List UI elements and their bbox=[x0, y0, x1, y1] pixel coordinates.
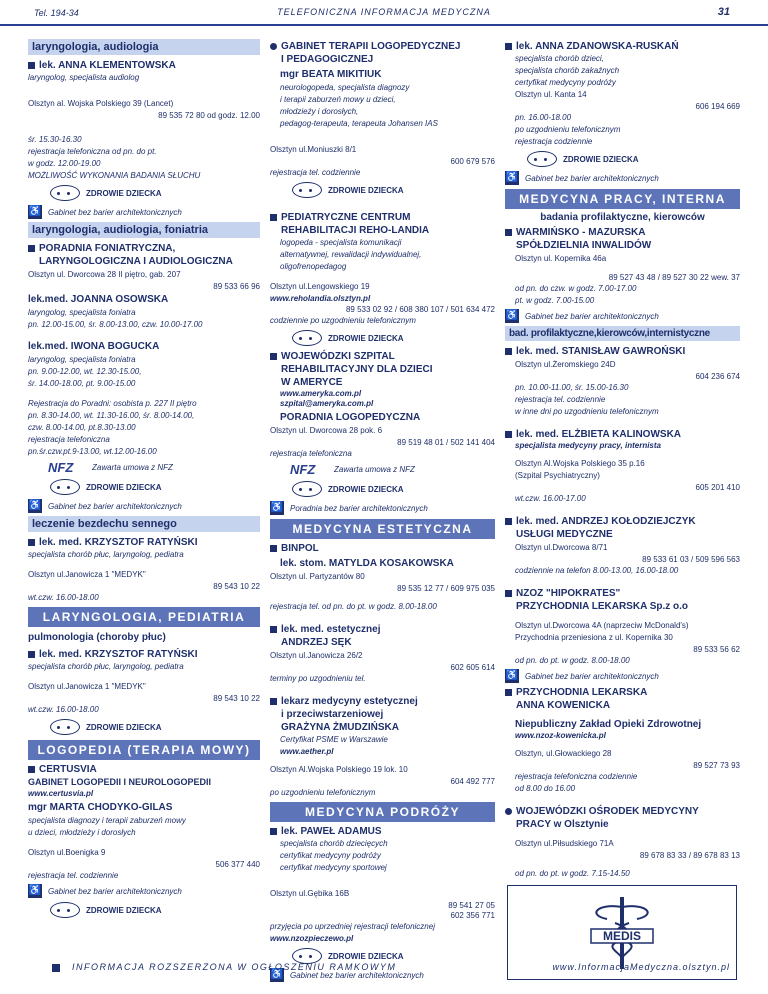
zdrowie-dziecka-badge: ZDROWIE DZIECKA bbox=[292, 329, 495, 347]
listing-phone: 606 194 669 bbox=[695, 102, 740, 111]
registration-info: po uzgodnieniu telefonicznym bbox=[270, 788, 376, 797]
listing-name: GABINET TERAPII LOGOPEDYCZNEJ I PEDAGOGICZNEJ bbox=[270, 40, 495, 66]
listing bbox=[505, 428, 740, 504]
registration-info: w inne dni po uzgodnieniu telefonicznym bbox=[515, 407, 659, 416]
category-title: MEDYCYNA ESTETYCZNA bbox=[270, 519, 495, 539]
doctor-name: lek.med. IWONA BOGUCKA bbox=[28, 341, 160, 352]
listing-address: Olsztyn ul.Żeromskiego 24D bbox=[515, 360, 616, 369]
page-number: 31 bbox=[717, 6, 730, 18]
listing-address: Olsztyn ul. Dworcowa 28 pok. 6 bbox=[270, 426, 383, 435]
listing-website[interactable]: www.ameryka.com.pl bbox=[280, 389, 362, 398]
listing-note: MOŻLIWOŚĆ WYKONANIA BADANIA SŁUCHU bbox=[28, 171, 201, 180]
listing-address: Olsztyn ul.Dworcowa 4A (naprzeciw McDonald's) bbox=[515, 621, 689, 630]
registration-info: od 8.00 do 16.00 bbox=[515, 784, 576, 793]
listing bbox=[505, 587, 740, 683]
listing-subname: Niepubliczny Zakład Opieki Zdrowotnej bbox=[515, 719, 702, 730]
registration-info: codziennie po uzgodnieniu telefonicznym bbox=[270, 316, 416, 325]
nfz-logo-icon: NFZ bbox=[48, 460, 74, 475]
listing-website[interactable]: www.certusvia.pl bbox=[28, 789, 94, 798]
listing-phone: 89 535 72 80 od godz. 12.00 bbox=[158, 111, 260, 120]
section-title: badania profilaktyczne, kierowców bbox=[540, 212, 705, 223]
footer-note: INFORMACJA ROZSZERZONA W OGŁOSZENIU RAMKOWYM bbox=[72, 962, 397, 972]
listing-website[interactable]: www.reholandia.olsztyn.pl bbox=[270, 294, 371, 303]
registration-info: rejestracja tel. codziennie bbox=[28, 871, 119, 880]
listing-name: BINPOL bbox=[270, 542, 495, 555]
child-face-icon bbox=[50, 479, 80, 495]
listing bbox=[270, 695, 495, 798]
listing-spec: certyfikat medycyny podróży bbox=[515, 78, 616, 87]
zdrowie-dziecka-badge: ZDROWIE DZIECKA bbox=[527, 150, 740, 168]
listing-hours: pn. 12.00-15.00, śr. 8.00-13.00, czw. 10.00-17.00 bbox=[28, 320, 203, 329]
listing bbox=[28, 536, 260, 603]
listing-name: lek. med. KRZYSZTOF RATYŃSKI bbox=[28, 648, 260, 661]
bullet-icon bbox=[505, 348, 512, 355]
listing-phone: 89 533 02 92 / 608 380 107 / 501 634 472 bbox=[345, 305, 495, 314]
listing-hours: po uzgodnieniu telefonicznym bbox=[515, 125, 621, 134]
listing-address: Olsztyn ul.Janowicza 1 "MEDYK" bbox=[28, 682, 146, 691]
listing-phone: 89 533 66 96 bbox=[213, 282, 260, 291]
accessible-badge: ♿ Poradnia bez barier architektonicznych bbox=[270, 502, 428, 513]
section-title: bad. profilaktyczne,kierowców,internistyczne bbox=[505, 326, 740, 341]
listing-name: NZOZ "HIPOKRATES" PRZYCHODNIA LEKARSKA Sp.z o.o bbox=[505, 587, 740, 613]
nfz-logo-icon: NFZ bbox=[290, 462, 316, 477]
listing bbox=[270, 40, 495, 199]
bullet-icon bbox=[505, 431, 512, 438]
wheelchair-icon: ♿ bbox=[505, 310, 519, 321]
bullet-icon bbox=[505, 518, 512, 525]
section-title: laryngologia, audiologia, foniatria bbox=[28, 222, 260, 238]
bullet-icon bbox=[505, 590, 512, 597]
listing-name: PEDIATRYCZNE CENTRUM REHABILITACJI REHO-LANDIA bbox=[270, 211, 495, 237]
listing-spec: i terapii zaburzeń mowy u dzieci, bbox=[280, 95, 396, 104]
page-footer bbox=[0, 958, 768, 980]
listing-hours: pt. w godz. 7.00-15.00 bbox=[515, 296, 595, 305]
registration-info: Rejestracja do Poradni: osobista p. 227 II piętro bbox=[28, 399, 197, 408]
accessible-badge: ♿ Gabinet bez barier architektonicznych bbox=[505, 172, 659, 183]
registration-info: pn. 8.30-14.00, wt. 11.30-16.00, śr. 8.00-14.00, bbox=[28, 411, 195, 420]
bullet-icon bbox=[28, 245, 35, 252]
listing-phone: 89 541 27 05 bbox=[448, 901, 495, 910]
bullet-icon bbox=[28, 651, 35, 658]
listing-phone: 89 527 73 93 bbox=[693, 761, 740, 770]
listing-spec: logopeda - specjalista komunikacji bbox=[280, 238, 402, 247]
listing-hours: pn. 10.00-11.00, śr. 15.00-16.30 bbox=[515, 383, 629, 392]
zdrowie-dziecka-badge: ZDROWIE DZIECKA bbox=[50, 184, 260, 202]
listing-phone: 602 605 614 bbox=[450, 663, 495, 672]
wheelchair-icon: ♿ bbox=[505, 172, 519, 183]
clinic-name: PORADNIA LOGOPEDYCZNA bbox=[280, 412, 421, 423]
listing-hours: wt.czw. 16.00-18.00 bbox=[28, 705, 99, 714]
listing-address: Olsztyn ul. Kanta 14 bbox=[515, 90, 587, 99]
listing-spec: specjalista chorób zakaźnych bbox=[515, 66, 620, 75]
listing-address: Olsztyn ul.Lengowskiego 19 bbox=[270, 282, 370, 291]
doctor-name: mgr BEATA MIKITIUK bbox=[280, 69, 382, 80]
listing-spec: specjalista chorób płuc, laryngolog, pediatra bbox=[28, 550, 184, 559]
wheelchair-icon: ♿ bbox=[28, 206, 42, 217]
registration-info: rejestracja tel. codziennie bbox=[270, 168, 361, 177]
child-face-icon bbox=[50, 719, 80, 735]
listing-address: Olsztyn ul. Partyzantów 80 bbox=[270, 572, 365, 581]
nfz-badge: NFZ Zawarta umowa z NFZ bbox=[48, 460, 173, 475]
bullet-icon bbox=[505, 43, 512, 50]
listing-name: lek. med. KRZYSZTOF RATYŃSKI bbox=[28, 536, 260, 549]
listing-website[interactable]: www.nzozpieczewo.pl bbox=[270, 934, 354, 943]
listing-hours: codziennie na telefon 8.00-13.00, 16.00-18.00 bbox=[515, 566, 679, 575]
listing-hours: od pn. do pt. w godz. 8.00-18.00 bbox=[515, 656, 630, 665]
listing-address: Olsztyn ul.Dworcowa 8/71 bbox=[515, 543, 608, 552]
registration-info: terminy po uzgodnieniu tel. bbox=[270, 674, 366, 683]
listing-name: WOJEWÓDZKI OŚRODEK MEDYCYNY PRACY w Olsztynie bbox=[505, 805, 740, 831]
listing-subname: GABINET LOGOPEDII I NEUROLOGOPEDII bbox=[28, 777, 212, 787]
listing-spec: laryngolog, specjalista audiolog bbox=[28, 73, 140, 82]
bullet-icon bbox=[270, 698, 277, 705]
listing-cert: Certyfikat PSME w Warszawie bbox=[280, 735, 388, 744]
listing-address: Olsztyn Al.Wojska Polskiego 35 p.16 bbox=[515, 459, 645, 468]
zdrowie-dziecka-badge: ZDROWIE DZIECKA bbox=[292, 181, 495, 199]
listing-name: CERTUSVIA bbox=[28, 763, 260, 776]
listing-hours: śr. 15.30-16.30 bbox=[28, 135, 82, 144]
listing-phone: 604 492 777 bbox=[450, 777, 495, 786]
bullet-icon bbox=[270, 828, 277, 835]
accessible-badge: ♿ Gabinet bez barier architektonicznych bbox=[505, 670, 659, 681]
listing-phone: 89 533 56 62 bbox=[693, 645, 740, 654]
listing bbox=[270, 211, 495, 347]
bullet-icon bbox=[270, 43, 277, 50]
listing-hours: rejestracja telefoniczna od pn. do pt. bbox=[28, 147, 157, 156]
listing-spec: laryngolog, specjalista foniatra bbox=[28, 308, 136, 317]
category-title: LARYNGOLOGIA, PEDIATRIA bbox=[28, 607, 260, 627]
registration-info: rejestracja telefoniczna bbox=[28, 435, 110, 444]
registration-info: czw. 8.00-14.00, pt.8.30-13.00 bbox=[28, 423, 136, 432]
bullet-icon bbox=[270, 626, 277, 633]
listing bbox=[505, 226, 740, 323]
listing bbox=[505, 515, 740, 576]
listing-spec: alternatywnej, rewalidacji indywidualnej, bbox=[280, 250, 422, 259]
doctor-name: lek.med. JOANNA OSOWSKA bbox=[28, 294, 169, 305]
listing bbox=[505, 345, 740, 417]
registration-info: rejestracja telefoniczna codziennie bbox=[515, 772, 638, 781]
wheelchair-icon: ♿ bbox=[505, 670, 519, 681]
listing-spec: specjalista chorób dziecięcych bbox=[280, 839, 388, 848]
listing bbox=[270, 542, 495, 612]
listing-hours: śr. 14.00-18.00, pt. 9.00-15.00 bbox=[28, 379, 136, 388]
bullet-icon bbox=[28, 62, 35, 69]
listing-spec: u dzieci, młodzieży i dorosłych bbox=[28, 828, 136, 837]
zdrowie-dziecka-badge: ZDROWIE DZIECKA bbox=[50, 478, 260, 496]
bullet-icon bbox=[28, 766, 35, 773]
listing-address: Olsztyn ul.Piłsudskiego 71A bbox=[515, 839, 614, 848]
accessible-badge: ♿ Gabinet bez barier architektonicznych bbox=[28, 500, 182, 511]
listing-phone: 89 527 43 48 / 89 527 30 22 wew. 37 bbox=[608, 273, 740, 282]
listing bbox=[28, 648, 260, 736]
listing bbox=[28, 242, 260, 513]
listing-address: Olsztyn, ul.Głowackiego 28 bbox=[515, 749, 612, 758]
listing-hours: w godz. 12.00-19.00 bbox=[28, 159, 101, 168]
listing-address: Olsztyn ul. Dworcowa 28 II piętro, gab. 207 bbox=[28, 270, 181, 279]
listing-phone: 600 679 576 bbox=[450, 157, 495, 166]
wheelchair-icon: ♿ bbox=[270, 969, 284, 980]
bullet-icon bbox=[52, 964, 60, 972]
listing-phone: 605 201 410 bbox=[695, 483, 740, 492]
section-title: leczenie bezdechu sennego bbox=[28, 516, 260, 532]
listing-hours: wt.czw. 16.00-18.00 bbox=[28, 593, 99, 602]
listing-phone: 89 678 83 33 / 89 678 83 13 bbox=[639, 851, 740, 860]
bullet-icon bbox=[505, 808, 512, 815]
listing-spec: specjalista medycyny pracy, internista bbox=[515, 441, 661, 450]
wheelchair-icon: ♿ bbox=[28, 500, 42, 511]
listing bbox=[28, 59, 260, 219]
listing-name: WOJEWÓDZKI SZPITAL REHABILITACYJNY DLA DZIECI W AMERYCE bbox=[270, 350, 495, 389]
nfz-badge: NFZ Zawarta umowa z NFZ bbox=[290, 462, 415, 477]
listing-phone: 506 377 440 bbox=[215, 860, 260, 869]
listing-spec: certyfikat medycyny podróży bbox=[280, 851, 381, 860]
listing-spec: oligofrenopedagog bbox=[280, 262, 347, 271]
child-face-icon bbox=[292, 182, 322, 198]
zdrowie-dziecka-badge: ZDROWIE DZIECKA bbox=[292, 947, 495, 965]
listing-name: lek. ANNA KLEMENTOWSKA bbox=[28, 59, 260, 72]
doctor-name: mgr MARTA CHODYKO-GILAS bbox=[28, 802, 173, 813]
listing-spec: laryngolog, specjalista foniatra bbox=[28, 355, 136, 364]
wheelchair-icon: ♿ bbox=[270, 502, 284, 513]
listing-phone: 89 533 61 03 / 509 596 563 bbox=[642, 555, 740, 564]
listing-address: Olsztyn ul.Janowicza 26/2 bbox=[270, 651, 363, 660]
child-face-icon bbox=[50, 185, 80, 201]
registration-info: rejestracja telefoniczna bbox=[270, 449, 352, 458]
doctor-name: lek. stom. MATYLDA KOSAKOWSKA bbox=[280, 558, 454, 569]
registration-info: rejestracja tel. od pn. do pt. w godz. 8.00-18.00 bbox=[270, 602, 437, 611]
bullet-icon bbox=[270, 214, 277, 221]
wheelchair-icon: ♿ bbox=[28, 885, 42, 896]
registration-info: rejestracja codziennie bbox=[515, 137, 593, 146]
category-title: LOGOPEDIA (TERAPIA MOWY) bbox=[28, 740, 260, 760]
listing-name: lek. med. STANISŁAW GAWROŃSKI bbox=[505, 345, 740, 358]
accessible-badge: ♿ Gabinet bez barier architektonicznych bbox=[270, 969, 424, 980]
listing-phone: 89 519 48 01 / 502 141 404 bbox=[397, 438, 495, 447]
footer-website[interactable]: www.InformacjaMedyczna.olsztyn.pl bbox=[552, 962, 730, 972]
listing-email[interactable]: szpital@ameryka.com.pl bbox=[280, 399, 374, 408]
listing-name: WARMIŃSKO - MAZURSKA SPÓŁDZIELNIA INWALIDÓW bbox=[505, 226, 740, 252]
listing-hours: od pn. do pt. w godz. 7.15-14.50 bbox=[515, 869, 630, 878]
bullet-icon bbox=[505, 229, 512, 236]
listing bbox=[270, 623, 495, 684]
registration-info: rejestracja tel. codziennie bbox=[515, 395, 606, 404]
listing-spec: specjalista chorób dzieci, bbox=[515, 54, 604, 63]
listing-phone: 89 543 10 22 bbox=[213, 582, 260, 591]
listing-spec: neurologopeda, specjalista diagnozy bbox=[280, 83, 410, 92]
category-title: MEDYCYNA PRACY, INTERNA bbox=[505, 189, 740, 209]
listing-address: Olsztyn al. Wojska Polskiego 39 (Lancet) bbox=[28, 99, 174, 108]
listing-name: lek. med. estetycznej ANDRZEJ SĘK bbox=[270, 623, 495, 649]
listing-address: Olsztyn ul.Janowicza 1 "MEDYK" bbox=[28, 570, 146, 579]
accessible-badge: ♿ Gabinet bez barier architektonicznych bbox=[28, 206, 182, 217]
header-phone: Tel. 194-34 bbox=[34, 8, 79, 18]
listing-address: (Szpital Psychiatryczny) bbox=[515, 471, 600, 480]
registration-info: przyjęcia po uprzedniej rejestracji telefonicznej bbox=[270, 922, 435, 931]
listing-name: lek. PAWEŁ ADAMUS bbox=[270, 825, 495, 838]
bullet-icon bbox=[28, 539, 35, 546]
registration-info: pn.śr.czw.pt.9-13.00, wt.12.00-16.00 bbox=[28, 447, 157, 456]
bullet-icon bbox=[270, 545, 277, 552]
listing-name: lek. ANNA ZDANOWSKA-RUSKAŃ bbox=[505, 40, 740, 53]
listing-spec: certyfikat medycyny sportowej bbox=[280, 863, 387, 872]
listing-hours: wt.czw. 16.00-17.00 bbox=[515, 494, 586, 503]
listing-name: PORADNIA FONIATRYCZNA, LARYNGOLOGICZNA I AUDIOLOGICZNA bbox=[28, 242, 260, 268]
listing-spec: specjalista chorób płuc, laryngolog, pediatra bbox=[28, 662, 184, 671]
header-title: TELEFONICZNA INFORMACJA MEDYCZNA bbox=[277, 7, 491, 17]
listing-spec: pedagog-terapeuta, terapeuta Johansen IAS bbox=[280, 119, 438, 128]
page-header bbox=[0, 0, 768, 26]
listing bbox=[505, 805, 740, 879]
section-title: pulmonologia (choroby płuc) bbox=[28, 632, 166, 643]
zdrowie-dziecka-badge: ZDROWIE DZIECKA bbox=[50, 901, 260, 919]
accessible-badge: ♿ Gabinet bez barier architektonicznych bbox=[505, 310, 659, 321]
column-3 bbox=[505, 37, 740, 943]
column-1 bbox=[28, 37, 260, 937]
listing-address: Olsztyn ul.Moniuszki 8/1 bbox=[270, 145, 357, 154]
listing-address: Przychodnia przeniesiona z ul. Kopernika 30 bbox=[515, 633, 673, 642]
child-face-icon bbox=[292, 481, 322, 497]
listing-spec: specjalista diagnozy i terapii zaburzeń mowy bbox=[28, 816, 186, 825]
bullet-icon bbox=[505, 689, 512, 696]
accessible-badge: ♿ Gabinet bez barier architektonicznych bbox=[28, 885, 182, 896]
bullet-icon bbox=[270, 353, 277, 360]
child-face-icon bbox=[527, 151, 557, 167]
column-2 bbox=[270, 37, 495, 980]
listing-hours: pn. 9.00-12.00, wt. 12.30-15.00, bbox=[28, 367, 142, 376]
listing-name: lek. med. ANDRZEJ KOŁODZIEJCZYK USŁUGI MEDYCZNE bbox=[505, 515, 740, 541]
listing bbox=[505, 40, 740, 185]
child-face-icon bbox=[292, 330, 322, 346]
listing-address: Olsztyn ul. Kopernika 46a bbox=[515, 254, 607, 263]
listing-phone: 602 356 771 bbox=[450, 911, 495, 920]
listing-hours: pn. 16.00-18.00 bbox=[515, 113, 572, 122]
listing-name: lekarz medycyny estetycznej i przeciwstarzeniowej GRAŻYNA ŻMUDZIŃSKA bbox=[270, 695, 495, 734]
listing-address: Olsztyn ul.Gębika 16B bbox=[270, 889, 350, 898]
listing-spec: młodzieży i dorosłych, bbox=[280, 107, 359, 116]
listing-name: PRZYCHODNIA LEKARSKA ANNA KOWENICKA bbox=[505, 686, 740, 712]
listing-address: Olsztyn ul.Boenigka 9 bbox=[28, 848, 106, 857]
listing-phone: 89 543 10 22 bbox=[213, 694, 260, 703]
listing bbox=[505, 686, 740, 794]
section-title: laryngologia, audiologia bbox=[28, 39, 260, 55]
listing-website[interactable]: www.nzoz-kowenicka.pl bbox=[515, 731, 606, 740]
listing-phone: 89 535 12 77 / 609 975 035 bbox=[397, 584, 495, 593]
listing-name: lek. med. ELŻBIETA KALINOWSKA bbox=[505, 428, 740, 441]
listing-website[interactable]: www.aether.pl bbox=[280, 747, 334, 756]
listing-phone: 604 236 674 bbox=[695, 372, 740, 381]
zdrowie-dziecka-badge: ZDROWIE DZIECKA bbox=[292, 480, 495, 498]
zdrowie-dziecka-badge: ZDROWIE DZIECKA bbox=[50, 718, 260, 736]
child-face-icon bbox=[50, 902, 80, 918]
listing bbox=[28, 763, 260, 919]
listing-address: Olsztyn Al.Wojska Polskiego 19 lok. 10 bbox=[270, 765, 408, 774]
medis-text: MEDIS bbox=[602, 928, 642, 943]
category-title: MEDYCYNA PODRÓŻY bbox=[270, 802, 495, 822]
listing bbox=[270, 350, 495, 515]
listing-hours: od pn. do czw. w godz. 7.00-17.00 bbox=[515, 284, 637, 293]
